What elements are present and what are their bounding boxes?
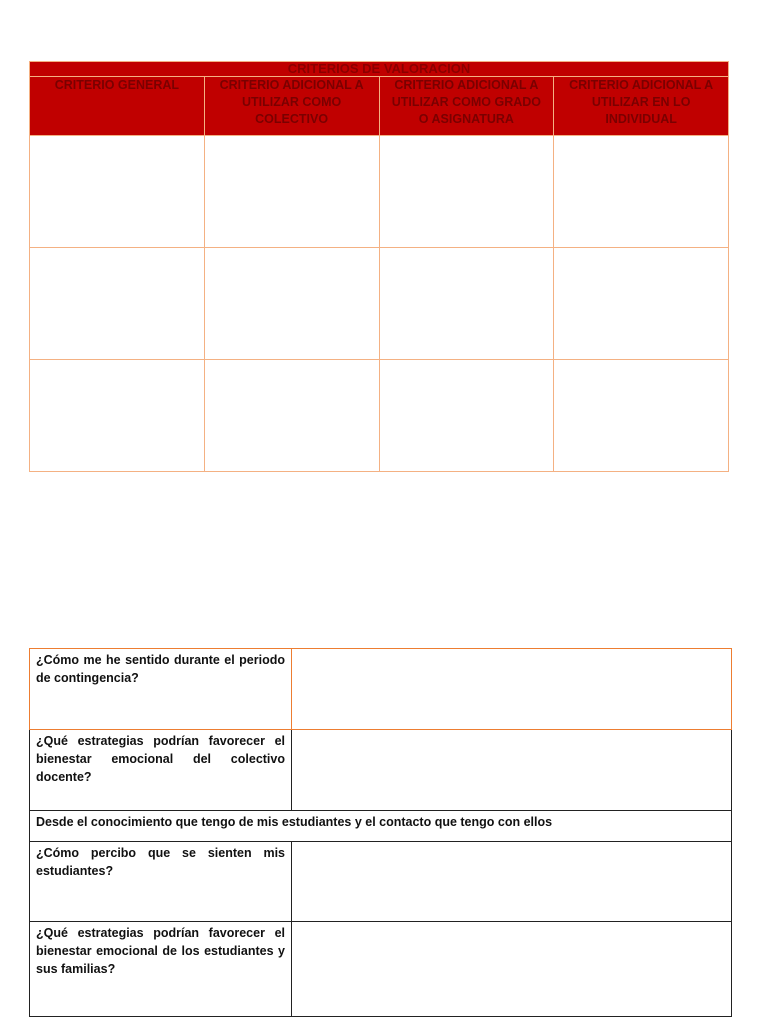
table-cell[interactable]: [204, 248, 379, 360]
table-cell[interactable]: [379, 360, 554, 472]
table-row: [30, 248, 729, 360]
criteria-title: CRITERIOS DE VALORACION: [30, 62, 729, 77]
table-row: [30, 730, 732, 811]
header-grade-subject: CRITERIO ADICIONAL A UTILIZAR COMO GRADO O ASIGNATURA: [379, 77, 554, 136]
header-general: CRITERIO GENERAL: [30, 77, 205, 136]
table-cell[interactable]: [379, 136, 554, 248]
answer-strategies-students[interactable]: [292, 922, 732, 1017]
question-strategies-teachers: ¿Qué estrategias podrían favorecer el bienestar emocional del colectivo docente?: [30, 730, 292, 811]
question-students-feelings: ¿Cómo percibo que se sienten mis estudiantes?: [30, 842, 292, 922]
table-cell[interactable]: [554, 248, 729, 360]
header-individual: CRITERIO ADICIONAL A UTILIZAR EN LO INDIVIDUAL: [554, 77, 729, 136]
table-row: [30, 649, 732, 730]
table-row: [30, 360, 729, 472]
section-heading: Desde el conocimiento que tengo de mis estudiantes y el contacto que tengo con ellos: [30, 811, 732, 842]
table-cell[interactable]: [30, 136, 205, 248]
table-cell[interactable]: [30, 360, 205, 472]
question-feelings-contingency: ¿Cómo me he sentido durante el periodo de contingencia?: [30, 649, 292, 730]
answer-feelings-contingency[interactable]: [292, 649, 732, 730]
table-cell[interactable]: [30, 248, 205, 360]
table-row: [30, 922, 732, 1017]
table-row: [30, 811, 732, 842]
answer-strategies-teachers[interactable]: [292, 730, 732, 811]
table-cell[interactable]: [379, 248, 554, 360]
answer-students-feelings[interactable]: [292, 842, 732, 922]
table-cell[interactable]: [554, 360, 729, 472]
table-cell[interactable]: [204, 136, 379, 248]
criteria-table: [29, 61, 729, 472]
table-cell[interactable]: [554, 136, 729, 248]
header-collective: CRITERIO ADICIONAL A UTILIZAR COMO COLECTIVO: [204, 77, 379, 136]
table-row: [30, 842, 732, 922]
question-strategies-students: ¿Qué estrategias podrían favorecer el bienestar emocional de los estudiantes y sus familias?: [30, 922, 292, 1017]
table-cell[interactable]: [204, 360, 379, 472]
reflection-table: [29, 648, 732, 1017]
table-row: [30, 136, 729, 248]
